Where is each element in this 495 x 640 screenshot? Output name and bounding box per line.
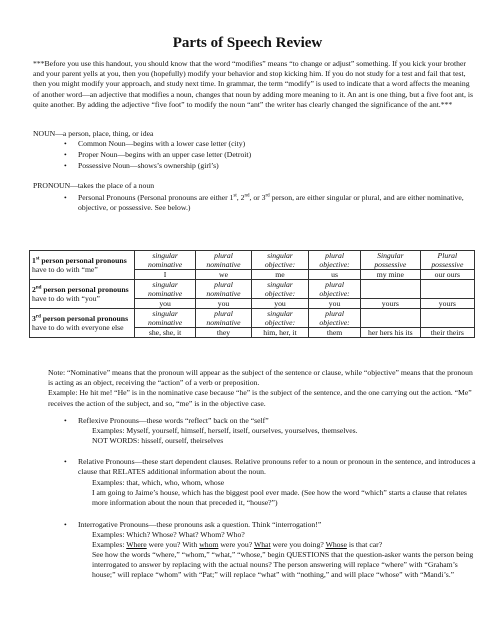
table-row (30, 309, 475, 328)
table-cell: singular objective: (251, 309, 308, 328)
table-cell: us (309, 270, 361, 280)
table-cell (420, 309, 474, 328)
table-cell: plural objective: (309, 280, 361, 299)
table-cell: plural objective: (309, 309, 361, 328)
table-row-label: 3rd person personal pronouns have to do with everyone else (30, 309, 135, 338)
table-cell: you (196, 299, 252, 309)
relative-examples: Examples: that, which, who, whom, whose (92, 478, 225, 487)
intro-paragraph: ***Before you use this handout, you should know that the word “modifies” means “to change or adjust” something. If you kick your brother and your parent yells at you, then you (hopefully) modify your behavior and stop kicking him. If you do not study for a test and fail that test, then you might modify your approach, and study next time. In grammar, the term “modify” is used to indicate that a word affects the meaning of another word—an adjective that modifies a noun, changes that noun by adding more meaning to it. An ant is one thing, but a five foot ant, is quite another. By adding the adjective “five foot” to modify the noun “ant” the writer has clearly changed the significance of the ant.*** (33, 59, 474, 109)
note-paragraph: Note: “Nominative” means that the pronoun will appear as the subject of the sentence or clause, while “objective” means that the pronoun is acting as an object, receiving the “action” of a verb or preposition. Example: He hit me! “He” is in the nominative case because “he” is the subject of the sentence, and the one carrying out the action. “Me” receives the action of the subject, and so, “me” is in the objective case. (48, 368, 473, 408)
table-cell: them (309, 328, 361, 338)
table-cell: plural nominative (196, 251, 252, 270)
page-title: Parts of Speech Review (172, 35, 323, 51)
table-cell: plural nominative (196, 309, 252, 328)
table-cell: singular nominative (135, 309, 196, 328)
table-cell: singular nominative (135, 280, 196, 299)
table-cell: singular nominative (135, 251, 196, 270)
bullet-icon: • (64, 193, 67, 202)
noun-item-possessive: Possessive Noun—shows’s ownership (girl’s) (78, 161, 219, 170)
table-cell: her hers his its (360, 328, 420, 338)
noun-heading: NOUN—a person, place, thing, or idea (33, 129, 154, 138)
table-row (30, 280, 475, 299)
interrogative-examples: Examples: Which? Whose? What? Whom? Who? (92, 530, 245, 539)
bullet-icon: • (64, 161, 67, 170)
table-cell: Plural possessive (420, 251, 474, 270)
table-cell: you (135, 299, 196, 309)
table-cell (360, 309, 420, 328)
table-cell: they (196, 328, 252, 338)
pronoun-heading: PRONOUN—takes the place of a noun (33, 181, 155, 190)
relative-sentence: I am going to Jaime’s house, which has the biggest pool ever made. (See how the word “which” starts a clause that relates more information about the noun that preceded it, “house?”) (92, 488, 467, 508)
relative-heading: Relative Pronouns—these start dependent clauses. Relative pronouns refer to a noun or pronoun in the sentence, and introduces a clause that RELATES additional information about the noun. (78, 457, 476, 477)
bullet-icon: • (64, 139, 67, 148)
pronoun-table (29, 250, 475, 338)
bullet-icon: • (64, 457, 67, 466)
table-cell: yours (360, 299, 420, 309)
table-row (30, 251, 475, 270)
table-cell: singular objective: (251, 280, 308, 299)
reflexive-heading: Reflexive Pronouns—these words “reflect” back on the “self” (78, 416, 269, 425)
table-cell: she, she, it (135, 328, 196, 338)
table-cell: him, her, it (251, 328, 308, 338)
table-cell: me (251, 270, 308, 280)
interrogative-sentences: Examples: Where were you? With whom were you? What were you doing? Whose is that car? (92, 540, 383, 549)
table-cell: my mine (360, 270, 420, 280)
table-cell (360, 280, 420, 299)
table-row-label: 1st person personal pronouns have to do with “me” (30, 251, 135, 280)
bullet-icon: • (64, 520, 67, 529)
table-cell: our ours (420, 270, 474, 280)
interrogative-explanation: See how the words “where,” “whom,” “what,” “whose,” begin QUESTIONS that the question-asker wants the person being interrogated to answer by replacing with the actual nouns? The person answering will replace “where” with “Graham’s house;” will replace “whom” with “Pat;” will replace “what” with “nothing,” and will place “whose” with “Mandi’s.” (92, 550, 474, 580)
table-cell: you (251, 299, 308, 309)
personal-pronouns-text: Personal Pronouns (Personal pronouns are either 1st, 2nd, or 3rd person, are either singular or plural, and are either nominative, objective, or possessive. See below.) (78, 193, 464, 213)
table-cell: you (309, 299, 361, 309)
reflexive-not-words: NOT WORDS: hisself, ourself, theirselves (92, 436, 224, 445)
bullet-icon: • (64, 416, 67, 425)
table-cell: yours (420, 299, 474, 309)
table-cell: I (135, 270, 196, 280)
table-cell: plural objective: (309, 251, 361, 270)
table-cell: their theirs (420, 328, 474, 338)
table-cell: we (196, 270, 252, 280)
table-row-label: 2nd person personal pronouns have to do with “you” (30, 280, 135, 309)
noun-item-proper: Proper Noun—begins with an upper case letter (Detroit) (78, 150, 252, 159)
noun-item-common: Common Noun—begins with a lower case letter (city) (78, 139, 246, 148)
table-cell: singular objective: (251, 251, 308, 270)
reflexive-examples: Examples: Myself, yourself, himself, herself, itself, ourselves, yourselves, themselves. (92, 426, 358, 435)
table-cell: Singular possessive (360, 251, 420, 270)
table-cell: plural nominative (196, 280, 252, 299)
interrogative-heading: Interrogative Pronouns—these pronouns ask a question. Think “interrogation!” (78, 520, 322, 529)
bullet-icon: • (64, 150, 67, 159)
table-cell (420, 280, 474, 299)
